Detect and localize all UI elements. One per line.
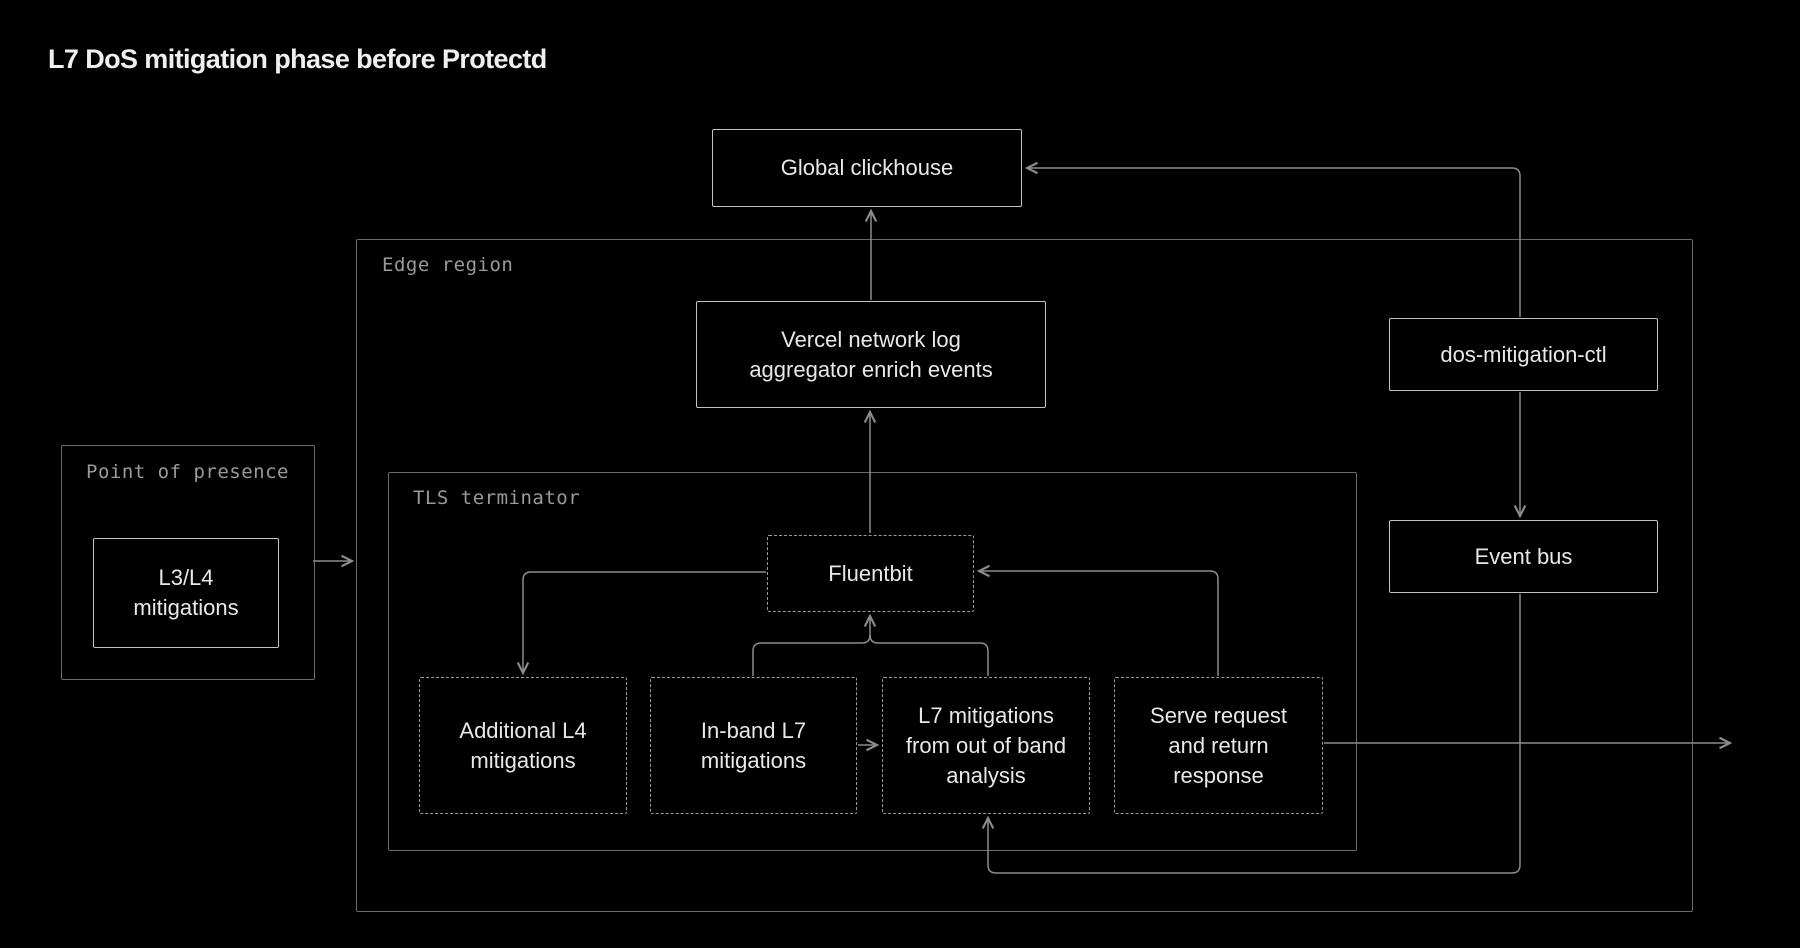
node-event-bus [1389,520,1658,593]
node-label-dos-mitigation-ctl: dos-mitigation-ctl [1440,341,1607,367]
node-label-global-clickhouse: Global clickhouse [780,155,954,180]
connector-in-band-l7-to-fluentbit [753,616,870,676]
node-label-fluentbit: Fluentbit [828,560,913,586]
container-label-point-of-presence: Point of presence [86,461,289,483]
node-label-event-bus: Event bus [1474,543,1573,569]
diagram-title: L7 DoS mitigation phase before Protectd [48,44,547,74]
node-vercel-aggregator [696,301,1046,408]
connector-dos-mitigation-ctl-to-global-clickhouse [1027,168,1520,317]
node-in-band-l7-mitigations [650,677,857,814]
node-label-in-band-l7-mitigations: In-band L7 mitigations [700,717,807,773]
node-additional-l4-mitigations [419,677,627,814]
node-label-l3-l4-mitigations: L3/L4 mitigations [133,565,239,620]
node-serve-request [1114,677,1323,814]
connector-fluentbit-to-additional-l4 [523,572,766,673]
node-label-serve-request: Serve request and return response [1150,702,1287,788]
node-l7-mitigations-oob [882,677,1090,814]
node-dos-mitigation-ctl [1389,318,1658,391]
node-fluentbit [767,535,974,612]
node-label-vercel-aggregator: Vercel network log aggregator enrich events [749,326,993,382]
connector-serve-request-to-fluentbit [979,571,1218,676]
container-label-tls-terminator: TLS terminator [413,487,581,509]
container-label-edge-region: Edge region [382,254,514,276]
connector-l7-mitigations-oob-to-fluentbit [870,635,988,676]
node-label-additional-l4-mitigations: Additional L4 mitigations [459,717,587,773]
node-l3-l4-mitigations [93,538,279,648]
node-global-clickhouse [712,129,1022,207]
node-label-l7-mitigations-oob: L7 mitigations from out of band analysis [905,702,1067,788]
